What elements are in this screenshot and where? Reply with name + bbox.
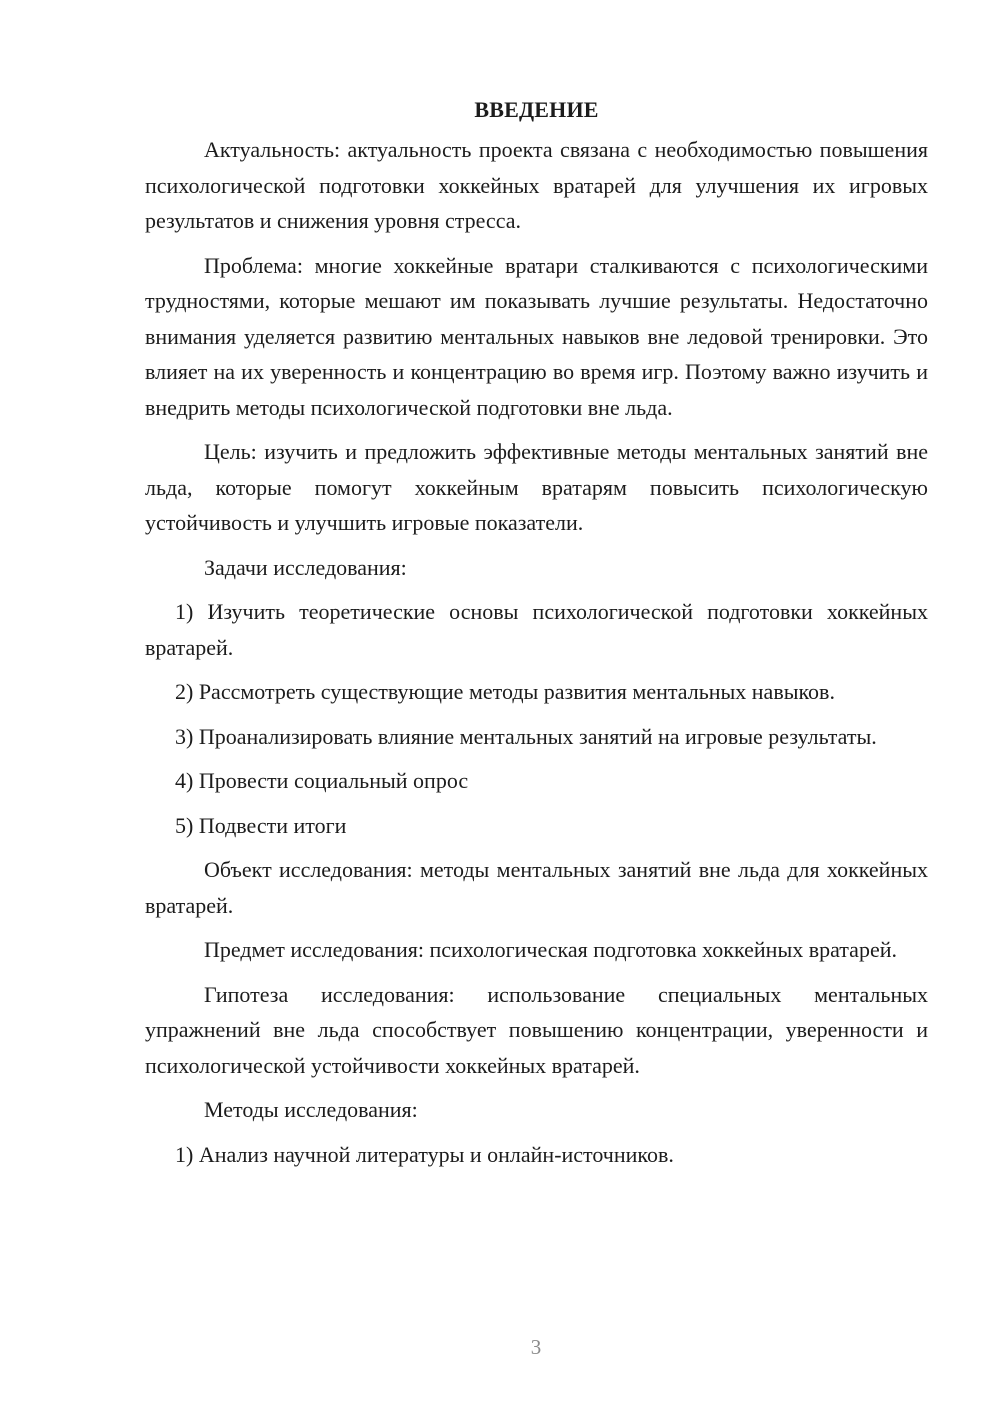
relevance-paragraph: Актуальность: актуальность проекта связана с необходимостью повышения психологической подготовки хоккейных вратарей для улучшения их игровых результатов и снижения уровня стресса.: [145, 137, 928, 233]
methods-heading: Методы исследования:: [204, 1097, 418, 1122]
tasks-heading: Задачи исследования:: [204, 554, 407, 580]
task-item-3: 3) Проанализировать влияние ментальных занятий на игровые результаты.: [175, 723, 877, 749]
method-item-1: 1) Анализ научной литературы и онлайн-источников.: [175, 1141, 674, 1167]
document-body: [145, 96, 928, 1181]
hypothesis-paragraph: Гипотеза исследования: использование специальных ментальных упражнений вне льда способствует повышению концентрации, уверенности и психологической устойчивости хоккейных вратарей.: [145, 981, 928, 1078]
page-number: 3: [530, 1335, 542, 1359]
task-item-1: 1) Изучить теоретические основы психологической подготовки хоккейных вратарей.: [145, 599, 928, 660]
section-heading: ВВЕДЕНИЕ: [474, 97, 599, 122]
goal-paragraph: Цель: изучить и предложить эффективные методы ментальных занятий вне льда, которые помогут хоккейным вратарям повысить психологическую устойчивость и улучшить игровые показатели.: [145, 439, 928, 535]
task-item-2: 2) Рассмотреть существующие методы развития ментальных навыков.: [175, 679, 835, 704]
object-paragraph: Объект исследования: методы ментальных занятий вне льда для хоккейных вратарей.: [145, 857, 928, 918]
task-item-4: 4) Провести социальный опрос: [175, 768, 469, 793]
subject-paragraph: Предмет исследования: психологическая подготовка хоккейных вратарей.: [204, 937, 897, 962]
heading-container: [145, 96, 928, 124]
task-item-5: 5) Подвести итоги: [175, 812, 347, 838]
problem-paragraph: Проблема: многие хоккейные вратари сталкиваются с психологическими трудностями, которые мешают им показывать лучшие результаты. Недостаточно внимания уделяется развитию ментальных навыков вне ледовой тренировки. Это влияет на их уверенность и концентрацию во время игр. Поэтому важно изучить и внедрить методы психологической подготовки вне льда.: [145, 252, 928, 420]
